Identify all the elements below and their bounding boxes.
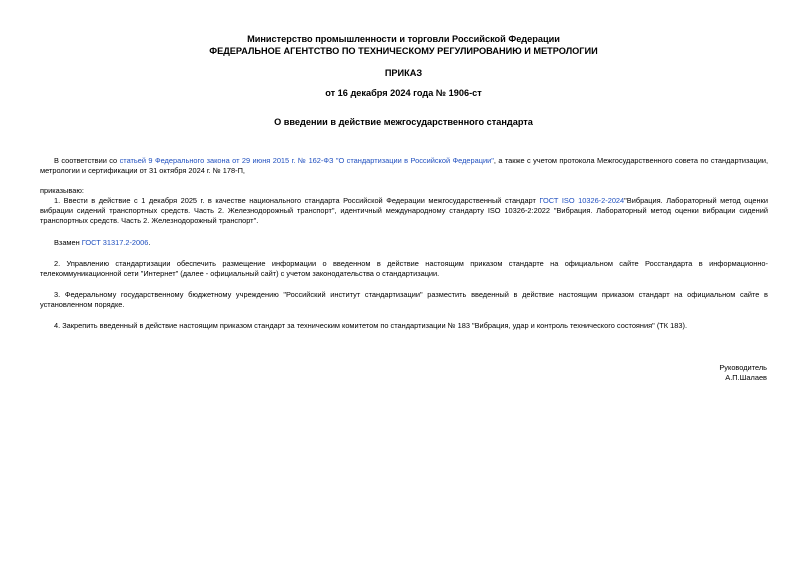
law-article-link[interactable]: статьей 9 Федерального закона от 29 июня 2015 г. № 162-ФЗ "О стандартизации в Российской Федерации": [119, 156, 494, 165]
paragraph-item-3: 3. Федеральному государственному бюджетному учреждению "Российский институт стандартизации" разместить введенный в действие настоящим приказом стандарт на официальном сайте в установленном порядке.: [40, 290, 768, 309]
item-1-lead: 1. Ввести в действие с 1 декабря 2025 г. в качестве национального стандарта Российской Федерации межгосударственный стандарт: [54, 196, 540, 205]
paragraph-basis: [40, 156, 768, 176]
replace-lead: Взамен: [54, 238, 82, 247]
document-type: ПРИКАЗ: [384, 68, 423, 78]
ministry-title: Министерство промышленности и торговли Российской Федерации: [247, 34, 560, 44]
document-date-number: от 16 декабря 2024 года № 1906-ст: [325, 88, 482, 98]
replaced-standard-link[interactable]: ГОСТ 31317.2-2006: [81, 238, 149, 247]
paragraph-basis-lead: В соответствии со: [54, 156, 120, 165]
document-subject: О введении в действие межгосударственного стандарта: [274, 117, 533, 127]
standard-link[interactable]: ГОСТ ISO 10326-2-2024: [539, 196, 625, 205]
order-word: приказываю:: [40, 186, 84, 195]
signature-title: Руководитель: [719, 363, 767, 372]
paragraph-item-4: 4. Закрепить введенный в действие настоящим приказом стандарт за техническим комитетом по стандартизации № 183 "Вибрация, удар и контроль технического состояния" (ТК 183).: [54, 321, 687, 330]
paragraph-item-2: 2. Управлению стандартизации обеспечить размещение информации о введенном в действие настоящим приказом стандарте на официальном сайте Росстандарта в информационно-телекоммуникационной сети "Интернет" (далее - официальный сайт) с учетом законодательства о стандартизации.: [40, 259, 768, 278]
signature-name: А.П.Шалаев: [725, 373, 767, 382]
paragraph-basis-tail: , а также с учетом протокола Межгосударственного совета по стандартизации, метрологии и сертификации от 31 октября 2024 г. № 178-П,: [40, 156, 768, 175]
paragraph-item-1: [40, 196, 768, 226]
item-1-tail: "Вибрация. Лабораторный метод оценки вибрации сидений транспортных средств. Часть 2. Железнодорожный транспорт", идентичный международному стандарту ISO 10326-2:2022 "Вибрация. Лабораторный метод оценки вибрации сидений транспортных средств. Часть 2. Железнодорожный транспорт".: [40, 196, 768, 225]
replace-tail: .: [148, 238, 151, 247]
agency-title: ФЕДЕРАЛЬНОЕ АГЕНТСТВО ПО ТЕХНИЧЕСКОМУ РЕГУЛИРОВАНИЮ И МЕТРОЛОГИИ: [209, 46, 598, 56]
paragraph-replace: [40, 238, 768, 248]
